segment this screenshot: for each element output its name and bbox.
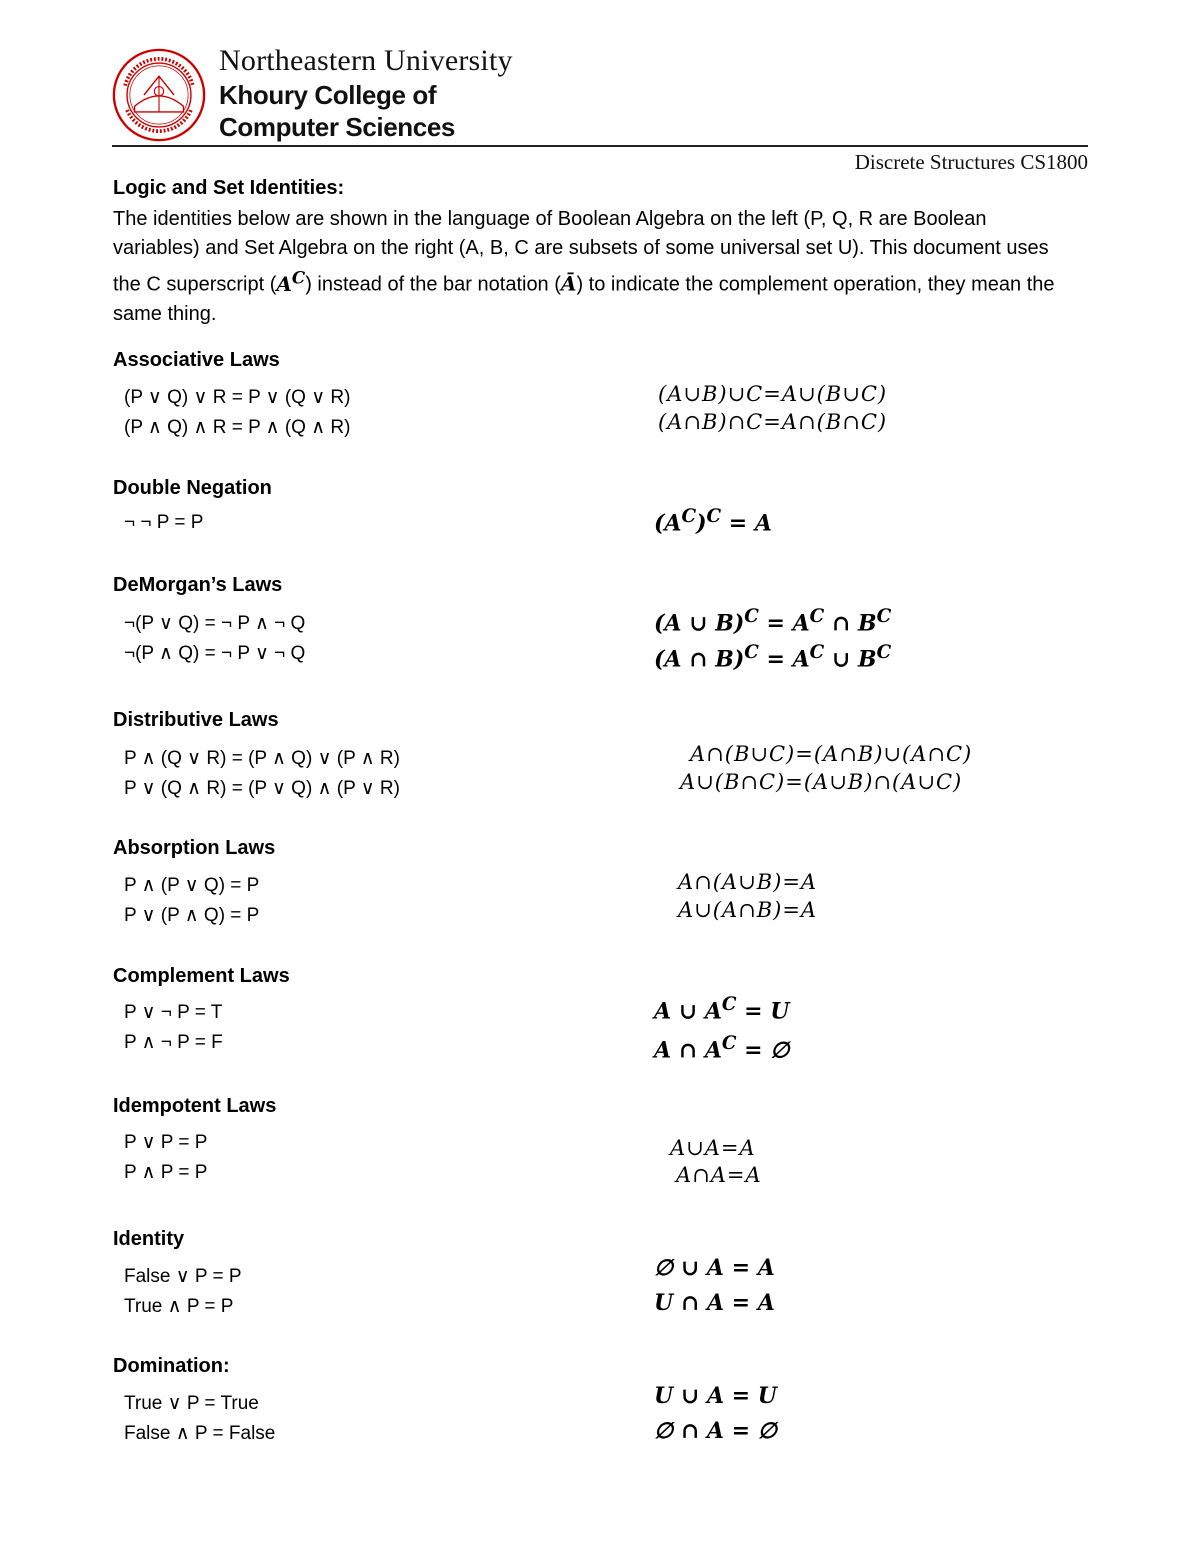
identity-set-2: U ∩ A = A [654, 1290, 775, 1316]
identity-logic-1: False ∨ P = P [124, 1266, 242, 1287]
idempotent-set-2: A∩A=A [676, 1163, 762, 1187]
demorgan-set-2: (A ∩ $B)^C = A^C$ ∪ $B^C$ [654, 642, 892, 673]
double-negation-heading: Double Negation [113, 477, 272, 499]
complement-logic-2: P ∧ ¬ P = F [124, 1032, 223, 1053]
associative-heading: Associative Laws [113, 349, 280, 371]
idempotent-logic-2: P ∧ P = P [124, 1162, 208, 1183]
course-title: Discrete Structures CS1800 [854, 150, 1088, 174]
distributive-set-2: A∪(B∩C)=(A∪B)∩(A∪C) [680, 770, 963, 794]
absorption-logic-2: P ∨ (P ∧ Q) = P [124, 905, 260, 926]
distributive-logic-2: P ∨ (Q ∧ R) = (P ∨ Q) ∧ (P ∨ R) [124, 778, 400, 799]
domination-heading: Domination: [113, 1355, 230, 1377]
associative-logic-1: (P ∨ Q) ∨ R = P ∨ (Q ∨ R) [124, 387, 351, 408]
absorption-logic-1: P ∧ (P ∨ Q) = P [124, 875, 260, 896]
identity-set-1: ∅ ∪ A = A [654, 1255, 775, 1281]
demorgan-heading: DeMorgan’s Laws [113, 574, 283, 596]
idempotent-logic-1: P ∨ P = P [124, 1132, 208, 1153]
document-title: Logic and Set Identities: [113, 177, 345, 199]
complement-bar-symbol: Ā [560, 271, 577, 296]
domination-set-1: U ∪ A = U [654, 1383, 777, 1409]
complement-set-2: A ∩ $A^C$ = ∅ [654, 1033, 790, 1064]
idempotent-set-1: A∪A=A [670, 1136, 756, 1160]
university-name: Northeastern University [219, 44, 513, 77]
distributive-logic-1: P ∧ (Q ∨ R) = (P ∧ Q) ∨ (P ∧ R) [124, 748, 400, 769]
distributive-heading: Distributive Laws [113, 709, 279, 731]
demorgan-set-1: (A ∪ $B)^C = A^C$ ∩ $B^C$ [654, 606, 892, 637]
complement-set-1: A ∪ $A^C = U$ [654, 994, 790, 1025]
complement-superscript-symbol: $A^C$ [276, 267, 306, 296]
associative-set-1: (A∪B)∪C=A∪(B∪C) [658, 382, 888, 406]
intro-paragraph: The identities below are shown in the language of Boolean Algebra on the left (P, Q, R are Boolean variables) and Set Algebra on the right (A, B, C are subsets of some universal set U). This document uses the C superscript $(A^C)$ instead of the bar notation (Ā) to indicate the complement operation, they mean the same thing. [113, 208, 1055, 325]
double-negation-logic: ¬ ¬ P = P [124, 512, 204, 533]
domination-logic-1: True ∨ P = True [124, 1393, 259, 1414]
college-name-line1: Khoury College of [219, 80, 437, 110]
header-divider [112, 145, 1088, 147]
domination-logic-2: False ∧ P = False [124, 1423, 276, 1444]
absorption-heading: Absorption Laws [113, 837, 276, 859]
distributive-set-1: A∩(B∪C)=(A∩B)∪(A∩C) [690, 742, 973, 766]
identity-logic-2: True ∧ P = P [124, 1296, 234, 1317]
absorption-set-1: A∩(A∪B)=A [678, 870, 818, 894]
college-name-line2: Computer Sciences [219, 112, 455, 142]
idempotent-heading: Idempotent Laws [113, 1095, 277, 1117]
demorgan-logic-2: ¬(P ∧ Q) = ¬ P ∨ ¬ Q [124, 643, 306, 664]
associative-logic-2: (P ∧ Q) ∧ R = P ∧ (Q ∧ R) [124, 417, 351, 438]
complement-heading: Complement Laws [113, 965, 290, 987]
domination-set-2: ∅ ∩ A = ∅ [654, 1418, 777, 1444]
double-negation-set: $(A^C)^C = A$ [654, 506, 772, 537]
absorption-set-2: A∪(A∩B)=A [678, 898, 818, 922]
demorgan-logic-1: ¬(P ∨ Q) = ¬ P ∧ ¬ Q [124, 613, 306, 634]
complement-logic-1: P ∨ ¬ P = T [124, 1002, 223, 1023]
associative-set-2: (A∩B)∩C=A∩(B∩C) [658, 410, 888, 434]
university-seal-logo [112, 48, 206, 142]
identity-heading: Identity [113, 1228, 185, 1250]
